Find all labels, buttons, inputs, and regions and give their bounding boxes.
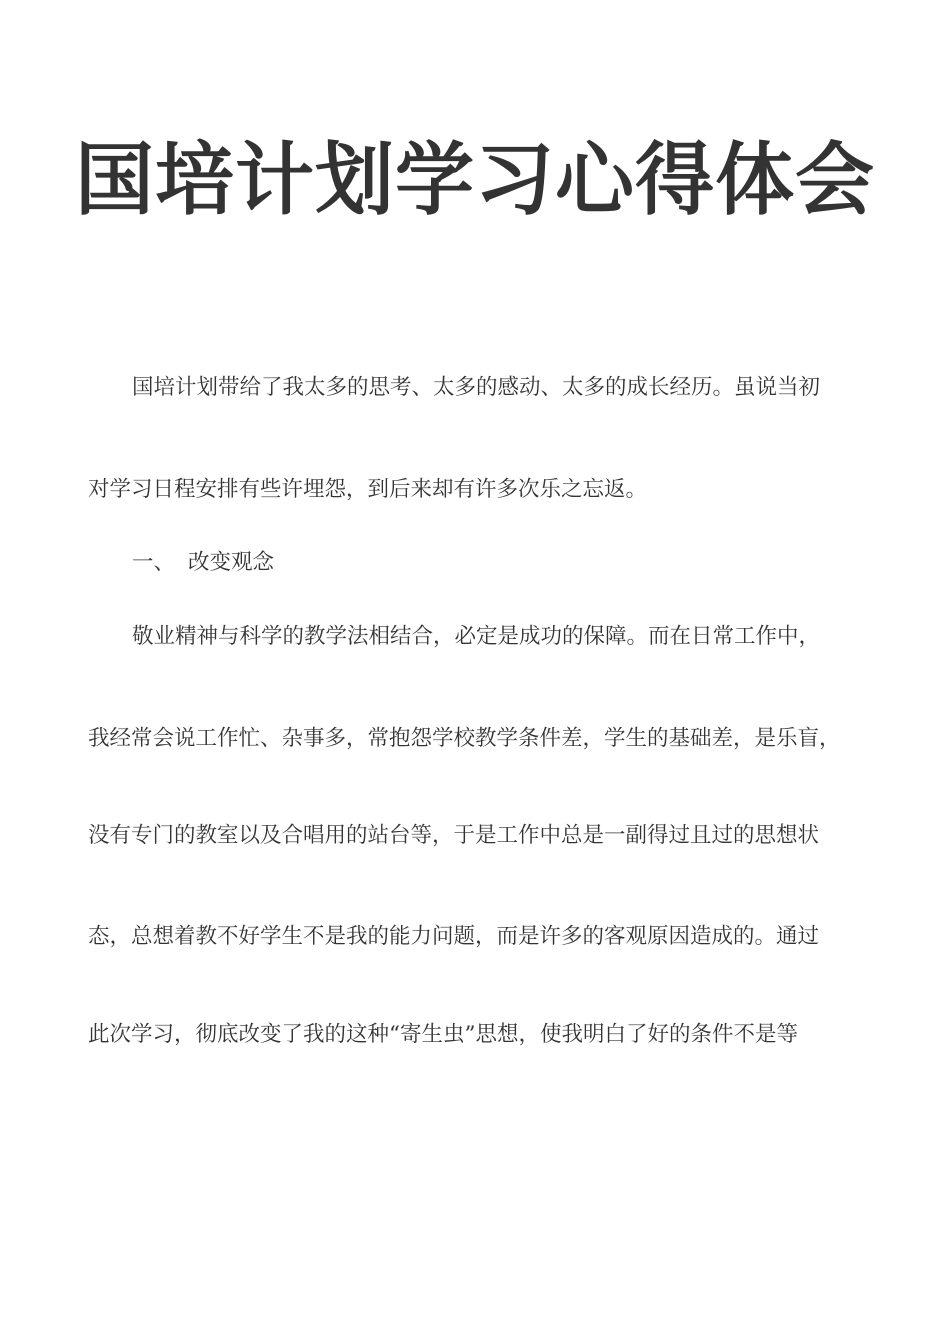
paragraph-2-line-3: 没有专门的教室以及合唱用的站台等，于是工作中总是一副得过且过的思想状: [88, 823, 820, 848]
paragraph-2-line-1: 敬业精神与科学的教学法相结合，必定是成功的保障。而在日常工作中，: [132, 624, 821, 649]
document-title: 国培计划学习心得体会: [75, 134, 875, 226]
paragraph-1-line-2: 对学习日程安排有些许埋怨，到后来却有许多次乐之忘返。: [88, 477, 648, 502]
paragraph-2-line-5: 此次学习，彻底改变了我的这种“寄生虫”思想，使我明白了好的条件不是等: [88, 1022, 798, 1047]
paragraph-1-line-1: 国培计划带给了我太多的思考、太多的感动、太多的成长经历。虽说当初: [132, 375, 821, 400]
paragraph-2-line-4: 态，总想着教不好学生不是我的能力问题，而是许多的客观原因造成的。通过: [88, 924, 820, 949]
paragraph-2-line-2: 我经常会说工作忙、杂事多，常抱怨学校教学条件差，学生的基础差，是乐盲，: [88, 726, 841, 751]
section-1-number: 一、: [132, 550, 176, 575]
section-1-heading: 改变观念: [188, 550, 275, 575]
